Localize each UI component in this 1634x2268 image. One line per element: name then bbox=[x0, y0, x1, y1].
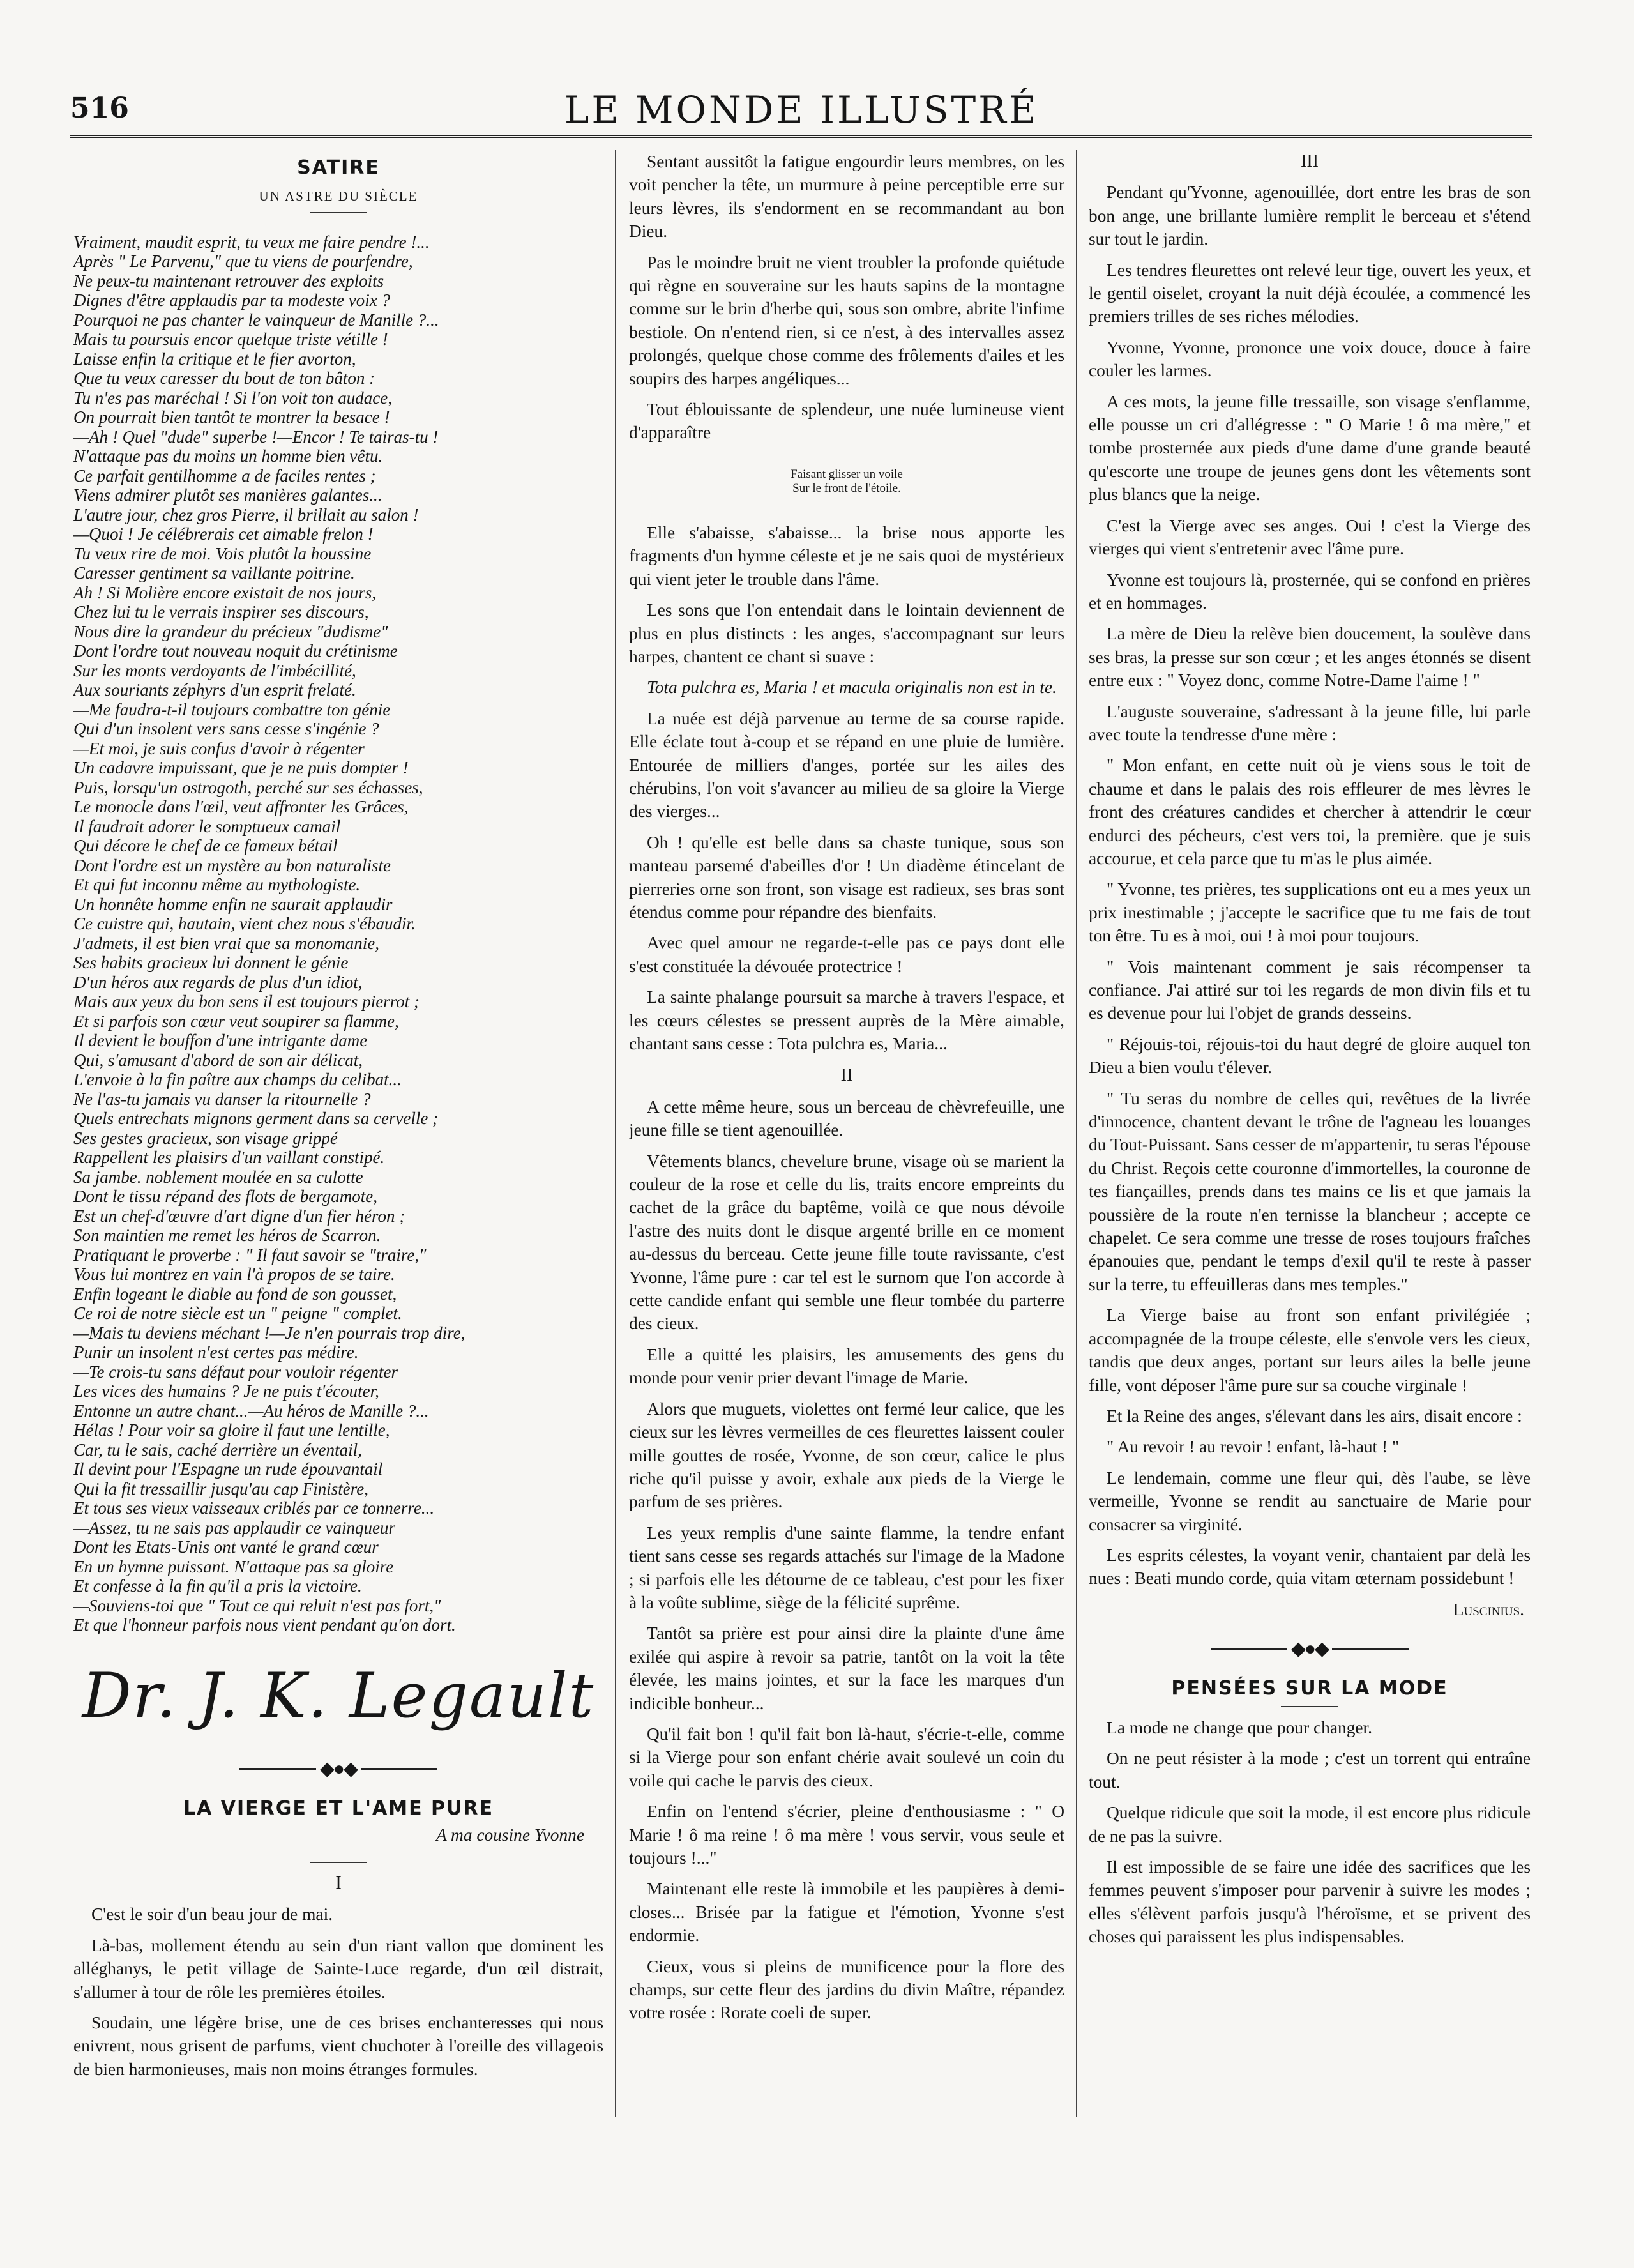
poem-line: Que tu veux caresser du bout de ton bâton : bbox=[73, 369, 375, 388]
paragraph: Pendant qu'Yvonne, agenouillée, dort entre les bras de son bon ange, une brillante lumière remplit le berceau et s'étend sur tout le jardin. bbox=[1089, 183, 1531, 249]
poem-line: L'autre jour, chez gros Pierre, il brillait au salon ! bbox=[73, 505, 419, 524]
poem-line: Rappellent les plaisirs d'un vaillant constipé. bbox=[73, 1148, 385, 1168]
verse-line: Sur le front de l'étoile. bbox=[792, 481, 901, 495]
poem-line: Dignes d'être applaudis par ta modeste voix ? bbox=[73, 291, 390, 310]
poem-line: Un cadavre impuissant, que je ne puis dompter ! bbox=[73, 758, 409, 778]
paragraph: A cette même heure, sous un berceau de chèvrefeuille, une jeune fille se tient agenouillée. bbox=[629, 1097, 1064, 1140]
paragraph: La nuée est déjà parvenue au terme de sa course rapide. Elle éclate tout à-coup et se répand en une pluie de lumière. Entourée de milliers d'anges, portée sur les ailes des chérubins, l'on voit s'avancer au milieu de sa gloire la Vierge des vierges... bbox=[629, 708, 1064, 821]
title-rule bbox=[310, 1862, 367, 1863]
column-1 bbox=[73, 150, 603, 2130]
paragraph: Soudain, une légère brise, une de ces brises enchanteresses qui nous enivrent, nous grisent de parfums, vient chuchoter à l'oreille des villageois de bien harmonieuses, mais non moins étranges formules. bbox=[73, 2013, 603, 2079]
poem-line: Il devint pour l'Espagne un rude épouvantail bbox=[73, 1459, 383, 1479]
paragraph: Et la Reine des anges, s'élevant dans les airs, disait encore : bbox=[1107, 1406, 1522, 1426]
poem-line: Hélas ! Pour voir sa gloire il faut une lentille, bbox=[73, 1420, 390, 1440]
paragraph: Enfin on l'entend s'écrier, pleine d'enthousiasme : " O Marie ! ô ma reine ! ô ma mère ! vous servir, vous seule et toujours !..." bbox=[629, 1802, 1064, 1868]
paragraph: " Au revoir ! au revoir ! enfant, là-haut ! " bbox=[1107, 1437, 1400, 1457]
poem-line: Punir un insolent n'est certes pas médire. bbox=[73, 1343, 359, 1362]
paragraph: Maintenant elle reste là immobile et les paupières à demi-closes... Brisée par la fatigue et l'émotion, Yvonne s'est endormie. bbox=[629, 1879, 1064, 1945]
paragraph: Les tendres fleurettes ont relevé leur tige, ouvert les yeux, et le gentil oiselet, croyant la nuit déjà écoulée, a commencé les premiers trilles de ses riches mélodies. bbox=[1089, 260, 1531, 326]
verse-quote bbox=[629, 468, 1064, 496]
poem-line: Sur les monts verdoyants de l'imbécillité, bbox=[73, 660, 356, 680]
poem-line: Il devient le bouffon d'une intrigante dame bbox=[73, 1031, 368, 1051]
poem-line: —Souviens-toi que " Tout ce qui reluit n'est pas fort," bbox=[73, 1595, 441, 1615]
paragraph: Tantôt sa prière est pour ainsi dire la plainte d'une âme exilée qui aspire à revoir sa patrie, tantôt on la voit la tête élevée, les mains jointes, et sur la face les marques d'un indicible bonheur... bbox=[629, 1624, 1064, 1713]
section-number: I bbox=[335, 1873, 342, 1893]
paragraph: Elle a quitté les plaisirs, les amusements des gens du monde pour venir prier devant l'image de Marie. bbox=[629, 1344, 1064, 1388]
poem-line: Ce cuistre qui, hautain, vient chez nous s'ébaudir. bbox=[73, 914, 416, 934]
poem-line: Dont l'ordre tout nouveau noquit du crétinisme bbox=[73, 641, 398, 661]
paragraph: Les yeux remplis d'une sainte flamme, la tendre enfant tient sans cesse ses regards attachés sur l'image de la Madone ; si parfois elle les détourne de ce tableau, c'est pour les fixer à la voûte sublime, siège de la félicité suprême. bbox=[629, 1523, 1064, 1612]
paragraph: Avec quel amour ne regarde-t-elle pas ce pays dont elle s'est constituée la dévouée protectrice ! bbox=[629, 933, 1064, 976]
poem-line: N'attaque pas du moins un homme bien vêtu. bbox=[73, 446, 383, 466]
poem-line: Entonne un autre chant...—Au héros de Manille ?... bbox=[73, 1401, 429, 1420]
vierge-part3 bbox=[1089, 181, 1531, 1590]
paragraph: Cieux, vous si pleins de munificence pour la flore des champs, sur cette fleur des jardins du divin Maître, répandez votre rosée : Rorate coeli de super. bbox=[629, 1956, 1064, 2023]
poem-line: Quels entrechats mignons germent dans sa cervelle ; bbox=[73, 1109, 439, 1129]
paragraph: Les sons que l'on entendait dans le lointain deviennent de plus en plus distincts : les anges, s'accompagnant sur leurs harpes, chantent ce chant si suave : bbox=[629, 600, 1064, 666]
poem-line: Et si parfois son cœur veut soupirer sa flamme, bbox=[73, 1011, 399, 1031]
poem-line: Il faudrait adorer le somptueux camail bbox=[73, 816, 341, 836]
poem-line: Caresser gentiment sa vaillante poitrine. bbox=[73, 563, 355, 583]
poem-line: Sa jambe. noblement moulée en sa culotte bbox=[73, 1167, 363, 1187]
column-divider bbox=[1076, 150, 1077, 2117]
poem-line: —Te crois-tu sans défaut pour vouloir régenter bbox=[73, 1362, 398, 1381]
poem-line: Pourquoi ne pas chanter le vainqueur de Manille ?... bbox=[73, 310, 439, 330]
paragraph: Qu'il fait bon ! qu'il fait bon là-haut, s'écrie-t-elle, comme si la Vierge pour son enfant chérie avait soulevé un coin du voile qui cache le parvis des cieux. bbox=[629, 1724, 1064, 1790]
poem-line: Ce parfait gentilhomme a de faciles rentes ; bbox=[73, 466, 376, 485]
paragraph: Sentant aussitôt la fatigue engourdir leurs membres, on les voit pencher la tête, un murmure à peine perceptible erre sur leurs lèvres, ils s'endorment en se recommandant au bon Dieu. bbox=[629, 152, 1064, 241]
poem-line: Mais tu poursuis encor quelque triste vétille ! bbox=[73, 330, 388, 349]
poem-line: Vous lui montrez en vain l'à propos de se taire. bbox=[73, 1265, 395, 1284]
mode-title: PENSÉES SUR LA MODE bbox=[1171, 1677, 1448, 1700]
poem-line: Après " Le Parvenu," que tu viens de pourfendre, bbox=[73, 252, 413, 271]
paragraph: Il est impossible de se faire une idée des sacrifices que les femmes peuvent s'imposer pour parvenir à suivre les modes ; elles s'élèvent parfois jusqu'à l'héroïsme, et se privent des choses qui paraissent les plus indispensables. bbox=[1089, 1857, 1531, 1947]
vierge-hymn-intro bbox=[629, 521, 1064, 668]
poem-line: Tu veux rire de moi. Vois plutôt la houssine bbox=[73, 544, 372, 563]
poem-line: Enfin logeant le diable au fond de son gousset, bbox=[73, 1284, 397, 1304]
author-signature: Dr. J. K. Legault bbox=[82, 1659, 595, 1731]
paragraph: Vêtements blancs, chevelure brune, visage où se marient la couleur de la rose et celle du lis, traits encore empreints du cachet de la grâce du baptême, voilà ce que nous dévoile l'astre des nuits dont le disque argenté brille en ce moment au-dessus du berceau. Cette jeune fille toute ravissante, c'est Yvonne, l'âme pure : car tel est le surnom que l'on accorde à cette candide enfant qui semble une fleur tombée du parterre des cieux. bbox=[629, 1151, 1064, 1334]
poem-line: Son maintien me remet les héros de Scarron. bbox=[73, 1226, 381, 1245]
poem-line: Laisse enfin la critique et le fier avorton, bbox=[73, 349, 356, 369]
poem-line: Et qui fut inconnu même au mythologiste. bbox=[73, 875, 361, 895]
column-2 bbox=[629, 150, 1064, 2130]
satire-poem bbox=[73, 232, 603, 1635]
poem-line: Vraiment, maudit esprit, tu veux me faire pendre !... bbox=[73, 232, 430, 252]
poem-line: Qui, s'amusant d'abord de son air délicat, bbox=[73, 1050, 363, 1070]
poem-line: Nous dire la grandeur du précieux "dudisme" bbox=[73, 621, 388, 641]
poem-line: Un honnête homme enfin ne saurait applaudir bbox=[73, 894, 393, 914]
header-rule bbox=[70, 135, 1532, 138]
paragraph: Tout éblouissante de splendeur, une nuée lumineuse vient d'apparaître bbox=[629, 400, 1064, 443]
latin-hymn: Tota pulchra es, Maria ! et macula originalis non est in te. bbox=[647, 678, 1057, 697]
mode-article bbox=[1089, 1716, 1531, 1949]
poem-line: Dont les Etats-Unis ont vanté le grand cœur bbox=[73, 1537, 379, 1557]
poem-line: Est un chef-d'œuvre d'art digne d'un fier héron ; bbox=[73, 1206, 405, 1226]
satire-subtitle: UN ASTRE DU SIÈCLE bbox=[259, 188, 418, 204]
poem-line: Ne peux-tu maintenant retrouver des exploits bbox=[73, 271, 384, 291]
vierge-apparition bbox=[629, 707, 1064, 1056]
poem-line: On pourrait bien tantôt te montrer la besace ! bbox=[73, 407, 390, 427]
paragraph: Yvonne est toujours là, prosternée, qui se confond en prières et en hommages. bbox=[1089, 570, 1531, 613]
poem-line: Viens admirer plutôt ses manières galantes... bbox=[73, 485, 382, 505]
paragraph: Oh ! qu'elle est belle dans sa chaste tunique, sous son manteau parsemé d'abeilles d'or ! Un diadème étincelant de pierreries orne son front, son visage est radieux, ses bras sont étendus comme pour répandre des bienfaits. bbox=[629, 832, 1064, 922]
paragraph: On ne peut résister à la mode ; c'est un torrent qui entraîne tout. bbox=[1089, 1749, 1531, 1792]
paragraph: La sainte phalange poursuit sa marche à travers l'espace, et les cœurs célestes se pressent auprès de la Mère aimable, chantant sans cesse : Tota pulchra es, Maria... bbox=[629, 987, 1064, 1053]
poem-line: Dont l'ordre est un mystère au bon naturaliste bbox=[73, 855, 391, 875]
poem-line: Qui d'un insolent vers sans cesse s'ingénie ? bbox=[73, 719, 379, 739]
paragraph: Elle s'abaisse, s'abaisse... la brise nous apporte les fragments d'un hymne céleste et je ne sais quoi de mystérieux qui vient jeter le trouble dans l'âme. bbox=[629, 522, 1064, 589]
poem-line: Chez lui tu le verrais inspirer ses discours, bbox=[73, 602, 369, 622]
paragraph: Les esprits célestes, la voyant venir, chantaient par delà les nues : Beati mundo corde, quia vitam œternam possidebunt ! bbox=[1089, 1545, 1531, 1588]
poem-line: Ses habits gracieux lui donnent le génie bbox=[73, 953, 349, 973]
page-number: 516 bbox=[70, 92, 129, 125]
poem-line: En un hymne puissant. N'attaque pas sa gloire bbox=[73, 1556, 394, 1576]
poem-line: Les vices des humains ? Je ne puis t'écouter, bbox=[73, 1381, 379, 1401]
poem-line: Le monocle dans l'œil, veut affronter les Grâces, bbox=[73, 797, 409, 817]
poem-line: Puis, lorsqu'un ostrogoth, perché sur ses échasses, bbox=[73, 777, 423, 797]
poem-line: Et tous ses vieux vaisseaux criblés par ce tonnerre... bbox=[73, 1498, 435, 1518]
paragraph: Là-bas, mollement étendu au sein d'un riant vallon que dominent les alléghanys, le petit village de Sainte-Luce regarde, d'un œil distrait, s'allumer à tour de rôle les premières étoiles. bbox=[73, 1935, 603, 2002]
poem-line: Ce roi de notre siècle est un " peigne " complet. bbox=[73, 1304, 402, 1323]
section-ornament: ◆●◆ bbox=[73, 1756, 603, 1781]
poem-line: Dont le tissu répand des flots de bergamote, bbox=[73, 1187, 377, 1206]
paragraph: " Yvonne, tes prières, tes supplications ont eu a mes yeux un prix inestimable ; j'accepte le sacrifice que tu me fais de tout ton être. Tu es à moi, oui ! à moi pour toujours. bbox=[1089, 879, 1531, 946]
page-header bbox=[70, 88, 1532, 133]
paragraph: La Vierge baise au front son enfant privilégiée ; accompagnée de la troupe céleste, elle s'envole vers les cieux, tandis que deux anges, portant sur leurs ailes la belle jeune fille, vont déposer l'âme pure sur sa couche virginale ! bbox=[1089, 1305, 1531, 1395]
vierge-part1 bbox=[73, 1903, 603, 2081]
poem-line: Qui décore le chef de ce fameux bétail bbox=[73, 836, 338, 856]
paragraph: Pas le moindre bruit ne vient troubler la profonde quiétude qui règne en souveraine sur les hauts sapins de la montagne comme sur le brin d'herbe qui, sous son ombre, abrite l'infime bestiole. On n'entend rien, si ce n'est, à des intervalles assez prolongés, quelque chose comme des frôlements d'ailes et les soupirs des harpes angéliques... bbox=[629, 252, 1064, 388]
paragraph: " Réjouis-toi, réjouis-toi du haut degré de gloire auquel ton Dieu a bien voulu t'élever. bbox=[1089, 1034, 1531, 1077]
title-rule bbox=[310, 212, 367, 213]
poem-line: Aux souriants zéphyrs d'un esprit frelaté. bbox=[73, 680, 356, 700]
paragraph: A ces mots, la jeune fille tressaille, son visage s'enflamme, elle pousse un cri d'allégresse : " O Marie ! ô ma mère," et tombe prosternée aux pieds d'une dame d'une grande beauté qu'escorte une troupe de jeunes gens dont les vêtements sont plus blancs que la neige. bbox=[1089, 392, 1531, 505]
section-number: III bbox=[1301, 151, 1319, 171]
paragraph: La mère de Dieu la relève bien doucement, la soulève dans ses bras, la presse sur son cœur ; et les anges étonnés se disent entre eux : " Voyez donc, comme Notre-Dame l'aime ! " bbox=[1089, 624, 1531, 690]
paragraph: La mode ne change que pour changer. bbox=[1107, 1717, 1373, 1737]
dedication: A ma cousine Yvonne bbox=[435, 1825, 584, 1845]
poem-line: Et que l'honneur parfois nous vient pendant qu'on dort. bbox=[73, 1615, 456, 1635]
paragraph: " Tu seras du nombre de celles qui, revêtues de la livrée d'innocence, chantent devant le trône de l'agneau les louanges du Tout-Puissant. Sans cesser de m'appartenir, tu seras l'épouse du Christ. Reçois cette couronne d'immortelles, la couronne de tes fiançailles, prends dans tes mains ce lis et que jamais la poussière de la route n'en ternisse la blancheur ; accepte ce chapelet. Ce sera comme une tresse de roses toujours fraîches épanouies que, pendant le temps d'exil qu'il te reste à passer sur la terre, tu effeuilleras dans mes temples." bbox=[1089, 1088, 1531, 1294]
paragraph: Alors que muguets, violettes ont fermé leur calice, que les cieux sur les lèvres vermeilles de ces fleurettes laissent couler mille gouttes de rosée, Yvonne, de son cœur, calice le plus riche qu'il puisse y avoir, exhale aux pieds de la Vierge le parfum de ses prières. bbox=[629, 1399, 1064, 1512]
poem-line: Qui la fit tressaillir jusqu'au cap Finistère, bbox=[73, 1479, 369, 1498]
poem-line: Mais aux yeux du bon sens il est toujours pierrot ; bbox=[73, 992, 420, 1012]
poem-line: Ah ! Si Molière encore existait de nos jours, bbox=[73, 582, 377, 602]
paragraph: Quelque ridicule que soit la mode, il est encore plus ridicule de ne pas la suivre. bbox=[1089, 1803, 1531, 1846]
vierge-part1-continued bbox=[629, 150, 1064, 445]
column-3 bbox=[1089, 150, 1531, 2130]
masthead-title: LE MONDE ILLUSTRÉ bbox=[564, 88, 1039, 132]
poem-line: —Mais tu deviens méchant !—Je n'en pourrais trop dire, bbox=[73, 1323, 465, 1343]
column-divider bbox=[615, 150, 616, 2117]
poem-line: —Ah ! Quel "dude" superbe !—Encor ! Te tairas-tu ! bbox=[73, 427, 439, 446]
paragraph: " Vois maintenant comment je sais récompenser ta confiance. J'ai attiré sur toi les regards de mon divin fils et tu es devenue pour lui l'objet de grands desseins. bbox=[1089, 957, 1531, 1023]
poem-line: L'envoie à la fin paître aux champs du celibat... bbox=[73, 1070, 402, 1090]
satire-title: SATIRE bbox=[297, 156, 380, 179]
poem-line: D'un héros aux regards de plus d'un idiot, bbox=[73, 972, 363, 992]
paragraph: Yvonne, Yvonne, prononce une voix douce, douce à faire couler les larmes. bbox=[1089, 337, 1531, 381]
vierge-title: LA VIERGE ET L'AME PURE bbox=[183, 1797, 494, 1820]
article-author: Luscinius. bbox=[1453, 1599, 1524, 1619]
poem-line: Ses gestes gracieux, son visage grippé bbox=[73, 1128, 338, 1148]
poem-line: —Assez, tu ne sais pas applaudir ce vainqueur bbox=[73, 1518, 395, 1537]
poem-line: J'admets, il est bien vrai que sa monomanie, bbox=[73, 933, 379, 953]
section-number: II bbox=[840, 1065, 853, 1086]
poem-line: —Et moi, je suis confus d'avoir à régenter bbox=[73, 738, 365, 758]
poem-line: Car, tu le sais, caché derrière un éventail, bbox=[73, 1440, 362, 1459]
poem-line: Ne l'as-tu jamais vu danser la ritournelle ? bbox=[73, 1089, 371, 1109]
verse-line: Faisant glisser un voile bbox=[791, 467, 903, 481]
title-rule bbox=[1281, 1706, 1338, 1707]
poem-line: —Me faudra-t-il toujours combattre ton génie bbox=[73, 699, 391, 719]
paragraph: Le lendemain, comme une fleur qui, dès l'aube, se lève vermeille, Yvonne se rendit au sanctuaire de Marie pour consacrer sa virginité. bbox=[1089, 1468, 1531, 1534]
section-ornament: ◆●◆ bbox=[1089, 1636, 1531, 1661]
paragraph: L'auguste souveraine, s'adressant à la jeune fille, lui parle avec toute la tendresse d'une mère : bbox=[1089, 701, 1531, 744]
vierge-part2 bbox=[629, 1095, 1064, 2025]
poem-line: Tu n'es pas maréchal ! Si l'on voit ton audace, bbox=[73, 388, 392, 407]
paragraph: C'est le soir d'un beau jour de mai. bbox=[91, 1905, 333, 1924]
poem-line: —Quoi ! Je célébrerais cet aimable frelon ! bbox=[73, 524, 374, 544]
poem-line: Et confesse à la fin qu'il a pris la victoire. bbox=[73, 1576, 362, 1596]
paragraph: " Mon enfant, en cette nuit où je viens sous le toit de chaume et dans le palais des rois effleurer de mes lèvres le front des créatures candides et chercher à attendrir le cœur endurci des pécheurs, c'est vers toi, la première. que je suis accourue, et cela parce que tu m'as le plus aimée. bbox=[1089, 756, 1531, 868]
poem-line: Pratiquant le proverbe : " Il faut savoir se "traire," bbox=[73, 1245, 427, 1265]
paragraph: C'est la Vierge avec ses anges. Oui ! c'est la Vierge des vierges qui vient s'entretenir avec l'âme pure. bbox=[1089, 515, 1531, 559]
